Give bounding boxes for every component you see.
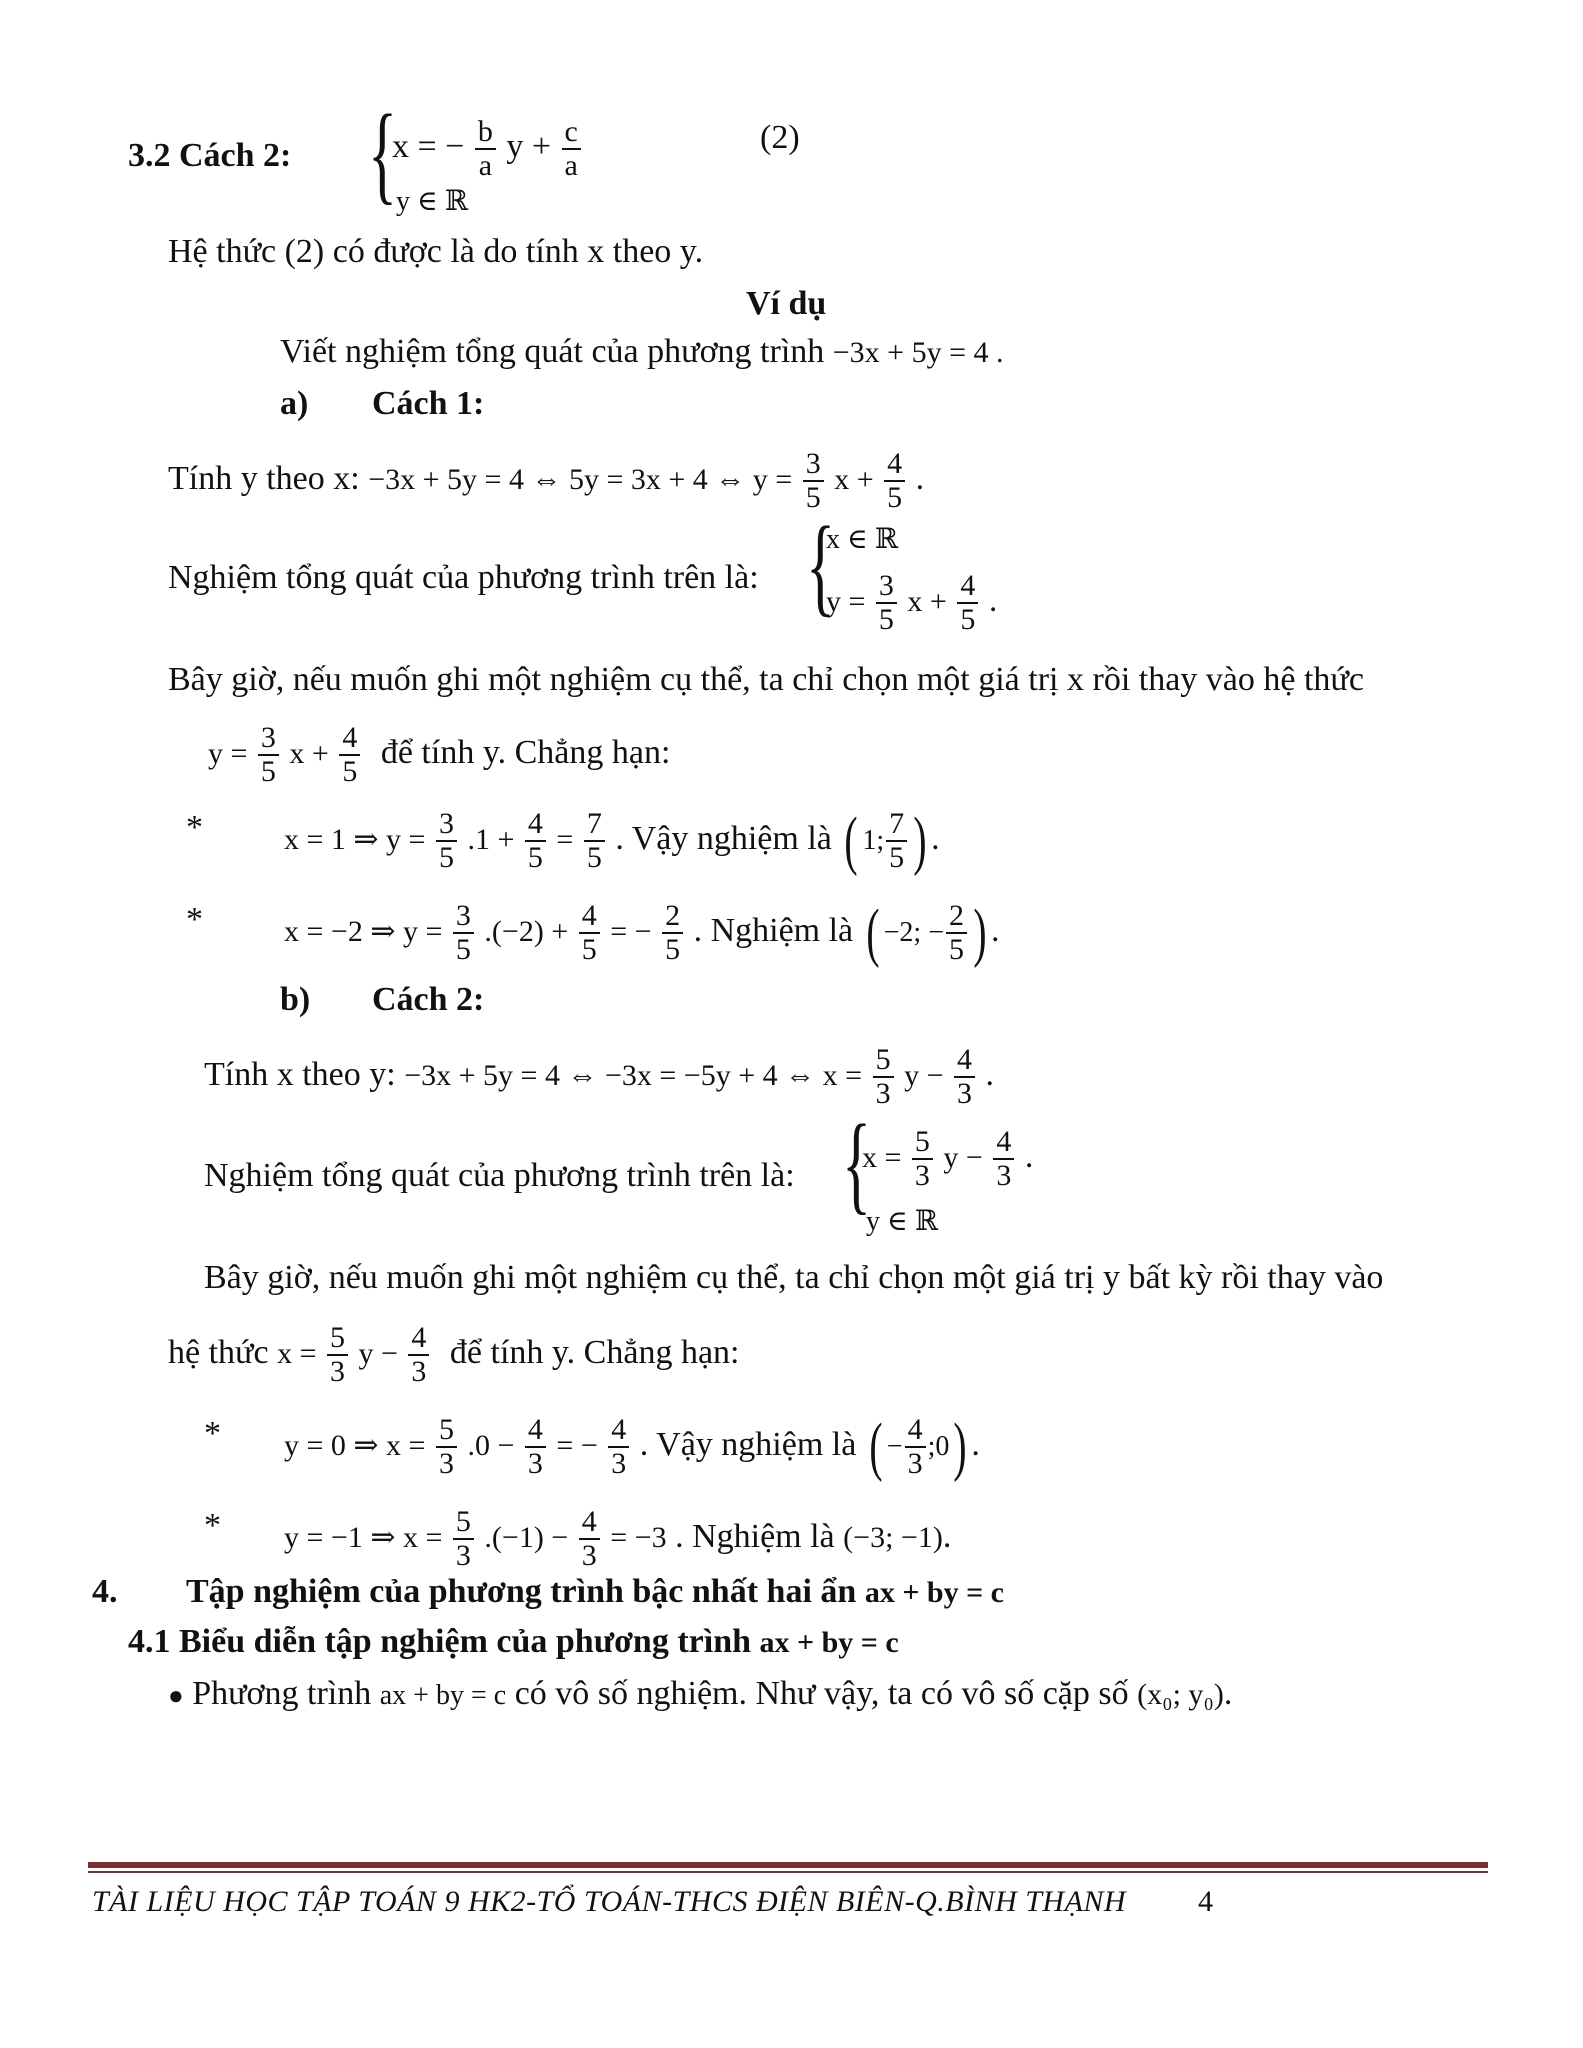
numerator: 4 [525, 1414, 546, 1448]
part-b-label: b) [280, 981, 311, 1018]
denominator: 3 [411, 1355, 427, 1388]
period: . [942, 1517, 952, 1555]
section-4-1-title [128, 1622, 899, 1663]
numerator: 4 [993, 1126, 1014, 1160]
fraction [579, 1506, 600, 1572]
fraction [453, 900, 474, 966]
numerator: 3 [258, 722, 279, 756]
fraction [886, 808, 907, 874]
b5-text: . Vậy nghiệm là [639, 1425, 857, 1463]
eq-part: x = [277, 1336, 317, 1370]
left-paren: ( [869, 1410, 883, 1483]
denominator: 5 [805, 481, 821, 514]
problem-text: Viết nghiệm tổng quát của phương trình [280, 333, 825, 370]
eq-part: .(−1) − [484, 1520, 569, 1554]
star-bullet: * [186, 809, 203, 846]
system-brace: { [842, 1102, 872, 1224]
fraction [453, 1506, 474, 1572]
denominator: 5 [960, 603, 976, 636]
numerator: 4 [579, 900, 600, 934]
denominator: 3 [875, 1077, 891, 1110]
system-line-y: y ∈ ℝ [396, 186, 468, 217]
numerator: 5 [912, 1126, 933, 1160]
bullet-line [168, 1674, 1232, 1716]
equation-number: (2) [760, 119, 800, 156]
fraction [327, 1322, 348, 1388]
denominator: 3 [438, 1447, 454, 1480]
b1-line [204, 1044, 994, 1110]
denominator: 3 [329, 1355, 345, 1388]
eq-part: x = −2 ⇒ y = [284, 914, 443, 948]
eq-part: .(−2) + [484, 914, 569, 948]
star-bullet: * [186, 901, 203, 938]
fraction [884, 448, 905, 514]
bullet-pair: (x₀; y₀) [1137, 1678, 1224, 1711]
numerator: 4 [957, 570, 978, 604]
eq-part: y − [943, 1140, 983, 1174]
eq-part: x + [907, 584, 947, 618]
numerator: 4 [905, 1414, 926, 1448]
eq-part: − [886, 1430, 903, 1462]
a2-x-line: x ∈ ℝ [826, 524, 898, 555]
denominator: 5 [260, 755, 276, 788]
eq-part: ;0 [927, 1430, 950, 1462]
bullet-dot: ● [168, 1681, 184, 1710]
eq-part: x + [289, 736, 329, 770]
denominator: 5 [665, 933, 681, 966]
system-brace: { [368, 92, 398, 214]
eq-part: x = 1 ⇒ y = [284, 822, 426, 856]
right-paren: ) [913, 804, 927, 877]
left-paren: ( [866, 896, 880, 969]
star-bullet: * [204, 1507, 221, 1544]
denominator: 5 [342, 755, 358, 788]
page-number: 4 [1198, 1885, 1213, 1918]
fraction [525, 1414, 546, 1480]
b5-line [284, 1410, 980, 1483]
footer-rule [88, 1862, 1488, 1868]
eq-part: y − [358, 1336, 398, 1370]
section-4-number: 4. [92, 1573, 118, 1610]
eq-part: −2; − [883, 916, 945, 948]
a1-equation: −3x + 5y = 4 ⇔ 5y = 3x + 4 ⇔ y = [368, 462, 793, 496]
numerator: 4 [954, 1044, 975, 1078]
denominator: 5 [878, 603, 894, 636]
b4-text: để tính y. Chẳng hạn: [449, 1333, 740, 1371]
part-a-title: Cách 1: [372, 385, 485, 422]
system-brace: { [806, 504, 836, 626]
numerator: 5 [453, 1506, 474, 1540]
bullet-equation: ax + by = c [379, 1680, 507, 1711]
numerator: 4 [608, 1414, 629, 1448]
b1-text: Tính x theo y: [204, 1055, 396, 1093]
denominator: 3 [611, 1447, 627, 1480]
eq-part: y = [208, 736, 248, 770]
fraction [905, 1414, 926, 1480]
eq-part: 1; [862, 824, 885, 856]
denominator: 5 [581, 933, 597, 966]
denominator: 5 [527, 841, 543, 874]
fraction [608, 1414, 629, 1480]
numerator: 4 [408, 1322, 429, 1356]
note-text: Hệ thức (2) có được là do tính x theo y. [168, 233, 704, 270]
system-line-x [392, 116, 583, 182]
eq-part: y + [506, 127, 552, 165]
denominator: 3 [581, 1539, 597, 1572]
fraction [475, 116, 496, 182]
b4-pre: hệ thức [168, 1333, 269, 1371]
section-4-equation: ax + by = c [864, 1576, 1005, 1609]
fraction [258, 722, 279, 788]
numerator: 4 [525, 808, 546, 842]
right-paren: ) [953, 1410, 967, 1483]
period: . [931, 819, 940, 857]
period: . [985, 1055, 994, 1093]
period: . [991, 911, 1000, 949]
eq-part: y = [826, 584, 866, 618]
eq-part: x = [862, 1140, 902, 1174]
a5-line [284, 804, 940, 877]
fraction [579, 900, 600, 966]
section-4-text: Tập nghiệm của phương trình bậc nhất hai ẩn [186, 1573, 857, 1610]
eq-part: y = −1 ⇒ x = [284, 1520, 443, 1554]
part-a-label: a) [280, 385, 309, 422]
section-4-1-text: 4.1 Biểu diễn tập nghiệm của phương trình [128, 1623, 752, 1660]
denominator: 3 [907, 1447, 923, 1480]
bullet-text: Phương trình [192, 1675, 372, 1712]
denominator: 5 [455, 933, 471, 966]
denominator: 5 [949, 933, 965, 966]
denominator: 5 [889, 841, 905, 874]
eq-part: .0 − [467, 1428, 515, 1462]
denominator: 3 [527, 1447, 543, 1480]
b6-line [284, 1506, 951, 1572]
fraction [436, 808, 457, 874]
b3-text: Bây giờ, nếu muốn ghi một nghiệm cụ thể, ta chỉ chọn một giá trị y bất kỳ rồi thay vào [204, 1259, 1384, 1296]
numerator: 7 [886, 808, 907, 842]
fraction [876, 570, 897, 636]
star-bullet: * [204, 1415, 221, 1452]
numerator: 5 [436, 1414, 457, 1448]
footer-text: TÀI LIỆU HỌC TẬP TOÁN 9 HK2-TỔ TOÁN-THCS ĐIỆN BIÊN-Q.BÌNH THẠNH [92, 1885, 1127, 1918]
numerator: 5 [327, 1322, 348, 1356]
a6-text: . Nghiệm là [693, 911, 854, 949]
fraction [584, 808, 605, 874]
eq-part: = −3 [610, 1520, 667, 1554]
problem-line [280, 332, 1004, 373]
problem-equation: −3x + 5y = 4 . [832, 336, 1004, 369]
period: . [1223, 1675, 1233, 1712]
eq-part: y − [904, 1058, 944, 1092]
a4-text: để tính y. Chẳng hạn: [380, 733, 671, 771]
numerator: 4 [339, 722, 360, 756]
eq-part: x = − [392, 127, 465, 165]
section-4-1-equation: ax + by = c [759, 1626, 899, 1659]
a5-text: . Vậy nghiệm là [615, 819, 832, 857]
denominator: a [564, 149, 578, 182]
numerator: 5 [873, 1044, 894, 1078]
numerator: 2 [946, 900, 967, 934]
eq-part: = − [610, 914, 652, 948]
numerator: 3 [436, 808, 457, 842]
period: . [971, 1425, 980, 1463]
a6-line [284, 896, 1000, 969]
fraction [562, 116, 581, 182]
eq-part: y = 0 ⇒ x = [284, 1428, 426, 1462]
numerator: 4 [579, 1506, 600, 1540]
fraction [954, 1044, 975, 1110]
period: . [1024, 1137, 1034, 1175]
fraction [912, 1126, 933, 1192]
denominator: a [478, 149, 493, 182]
bullet-text: có vô số nghiệm. Như vậy, ta có vô số cặp số [514, 1675, 1129, 1712]
denominator: 3 [914, 1159, 930, 1192]
numerator: c [562, 116, 581, 150]
fraction [339, 722, 360, 788]
fraction [873, 1044, 894, 1110]
b1-equation: −3x + 5y = 4 ⇔ −3x = −5y + 4 ⇔ x = [404, 1058, 863, 1092]
numerator: 3 [803, 448, 824, 482]
a1-text: Tính y theo x: [168, 459, 360, 497]
footer-rule-thin [88, 1871, 1488, 1873]
fraction [957, 570, 978, 636]
denominator: 3 [455, 1539, 471, 1572]
example-heading: Ví dụ [746, 285, 827, 322]
right-paren: ) [973, 896, 987, 969]
b2-x-line [862, 1126, 1033, 1192]
section-4-title [186, 1572, 1004, 1613]
b6-text: . Nghiệm là [675, 1517, 835, 1555]
b2-y-line: y ∈ ℝ [866, 1206, 938, 1237]
section-3-2-heading: 3.2 Cách 2: [128, 137, 292, 174]
a2-text: Nghiệm tổng quát của phương trình trên là: [168, 559, 759, 596]
fraction [525, 808, 546, 874]
fraction [662, 900, 683, 966]
denominator: 3 [996, 1159, 1012, 1192]
fraction [436, 1414, 457, 1480]
numerator: b [475, 116, 496, 150]
fraction [993, 1126, 1014, 1192]
eq-part: = [556, 822, 574, 856]
solution-pair: (−3; −1) [843, 1520, 943, 1554]
numerator: 3 [876, 570, 897, 604]
a3-text: Bây giờ, nếu muốn ghi một nghiệm cụ thể, ta chỉ chọn một giá trị x rồi thay vào hệ thức [168, 661, 1364, 698]
b4-line [168, 1322, 740, 1388]
eq-part: .1 + [467, 822, 515, 856]
period: . [915, 459, 925, 497]
numerator: 4 [884, 448, 905, 482]
eq-part: = − [556, 1428, 598, 1462]
part-b-title: Cách 2: [372, 981, 485, 1018]
a2-y-line [826, 570, 997, 636]
denominator: 3 [956, 1077, 972, 1110]
numerator: 7 [584, 808, 605, 842]
a4-line [208, 722, 670, 788]
left-paren: ( [844, 804, 858, 877]
numerator: 3 [453, 900, 474, 934]
fraction [408, 1322, 429, 1388]
period: . [988, 581, 998, 619]
denominator: 5 [887, 481, 903, 514]
denominator: 5 [586, 841, 602, 874]
denominator: 5 [438, 841, 454, 874]
b2-text: Nghiệm tổng quát của phương trình trên là: [204, 1157, 795, 1194]
eq-part: x + [834, 462, 874, 496]
numerator: 2 [662, 900, 683, 934]
fraction [946, 900, 967, 966]
